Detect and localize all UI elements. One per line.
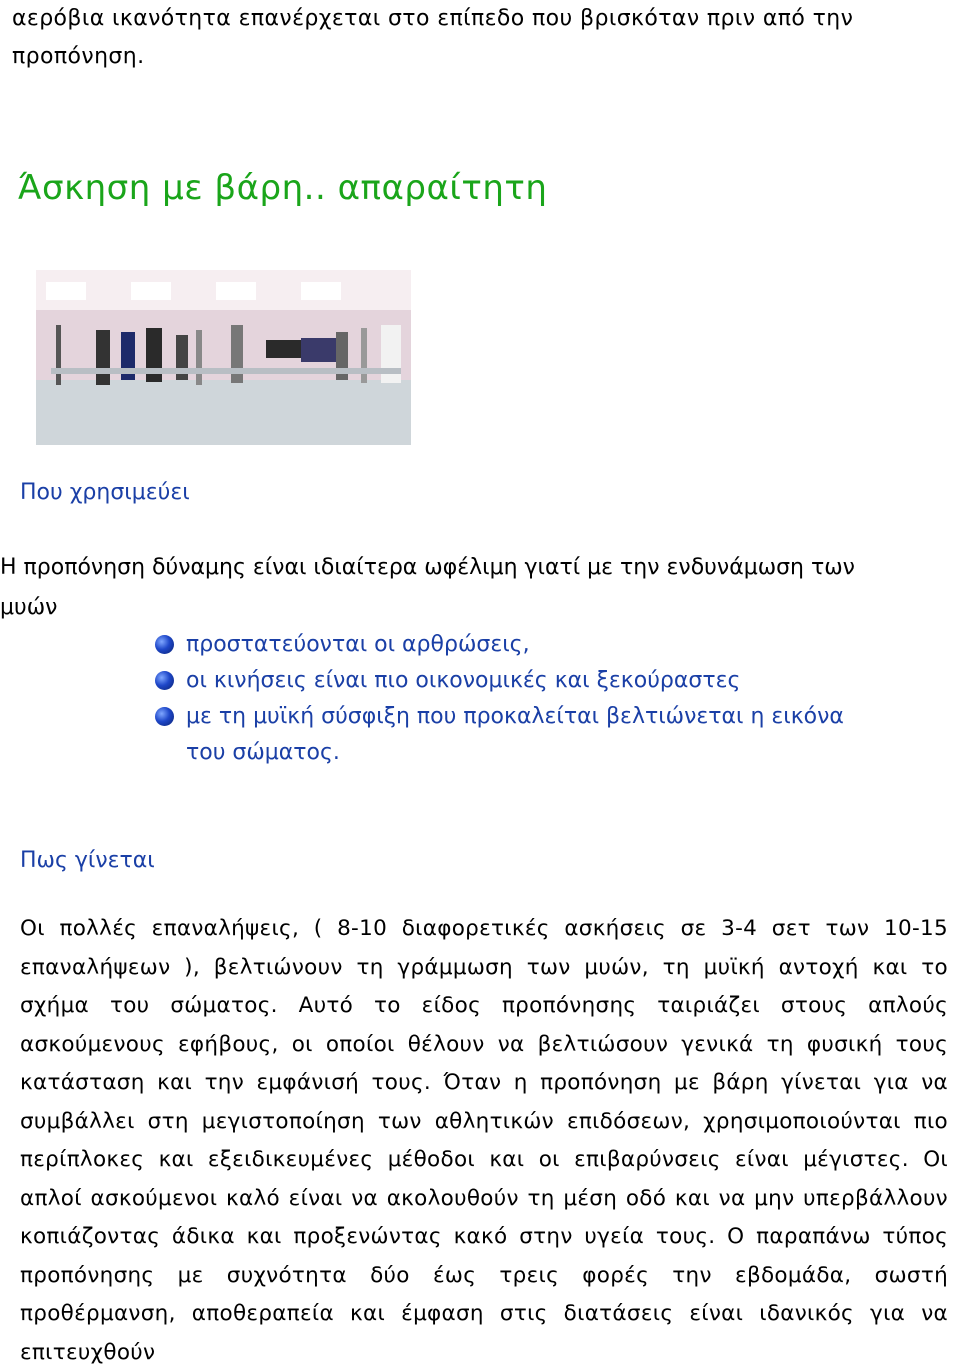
method-paragraph: Οι πολλές επαναλήψεις, ( 8-10 διαφορετικές ασκήσεις σε 3-4 σετ των 10-15 επαναλήψεων ), βελτιώνουν τη γράμμωση των μυών, τη μυϊκή αντοχή και το σχήμα του σώματος. Αυτό το είδος προπόνησης ταιριάζει στους απλούς ασκούμενους εφήβους, οι οποίοι θέλουν να βελτιώσουν γενικά τη φυσική τους κατάσταση και την εμφάνισή τους. Όταν η προπόνηση με βάρη γίνεται για να συμβάλλει στη μεγιστοποίηση των αθλητικών επιδόσεων, χρησιμοποιούνται πιο περίπλοκες και εξειδικευμένες μέθοδοι και οι επιβαρύνσεις είναι μέγιστες. Οι απλοί ασκούμενοι καλό είναι να ακολουθούν τη μέση οδό και να μην υπερβάλλουν κοπιάζοντας άδικα και προξενώντας κακό στην υγεία τους. Ο παραπάνω τύπος προπόνησης με συχνότητα δύο έως τρεις φορές την εβδομάδα, σωστή προθέρμανση, αποθεραπεία και έμφαση στις διατάσεις είναι ιδανικός για να επιτευχθούν xyxy=(20,916,948,1365)
benefits-list xyxy=(155,626,844,770)
usefulness-lead-line-2: μυών xyxy=(0,595,58,620)
gym-illustration xyxy=(36,270,411,445)
usefulness-lead-line-1: Η προπόνηση δύναμης είναι ιδιαίτερα ωφέλιμη γιατί με την ενδυνάμωση των xyxy=(0,555,855,580)
bullet-continuation: του σώματος. xyxy=(186,739,340,765)
bullet-text: με τη μυϊκή σύσφιξη που προκαλείται βελτιώνεται η εικόνα xyxy=(186,703,844,729)
section-title: Άσκηση με βάρη.. απαραίτητη xyxy=(18,168,548,208)
intro-text xyxy=(12,0,853,76)
bullet-sphere-icon xyxy=(155,707,174,726)
bullet-text: προστατεύονται οι αρθρώσεις, xyxy=(186,631,530,657)
bullet-sphere-icon xyxy=(155,671,174,690)
bullet-sphere-icon xyxy=(155,635,174,654)
usefulness-lead xyxy=(0,548,955,628)
list-item xyxy=(155,626,844,662)
intro-line-1: αερόβια ικανότητα επανέρχεται στο επίπεδο που βρισκόταν πριν από την xyxy=(12,6,854,31)
bullet-text: οι κινήσεις είναι πιο οικονομικές και ξεκούραστες xyxy=(186,667,741,693)
list-item xyxy=(155,662,844,698)
heading-how: Πως γίνεται xyxy=(20,848,155,873)
gym-photo xyxy=(36,270,411,445)
intro-line-2: προπόνηση. xyxy=(12,44,145,69)
list-item xyxy=(155,698,844,734)
heading-use: Που χρησιμεύει xyxy=(20,480,190,505)
